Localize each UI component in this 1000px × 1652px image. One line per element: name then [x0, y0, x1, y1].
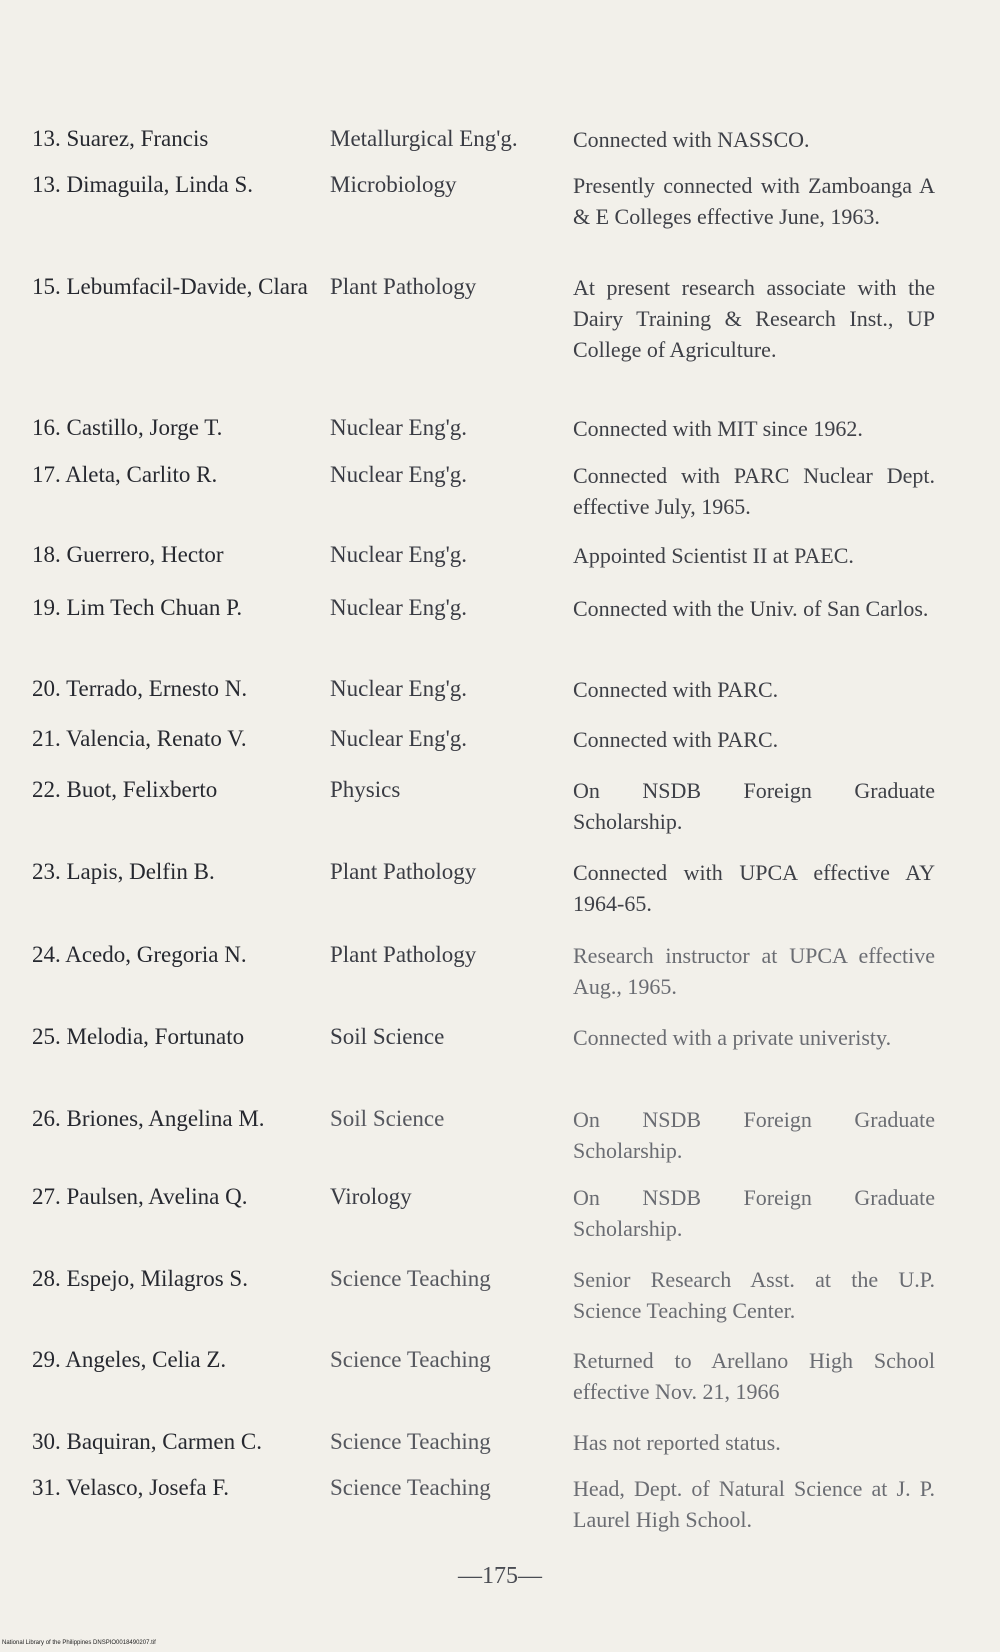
status-note: Has not reported status.: [573, 1430, 781, 1455]
status-note: Connected with PARC Nuclear Dept. effective July, 1965.: [573, 463, 935, 519]
person-name: 25. Melodia, Fortunato: [32, 1024, 245, 1049]
status-note: At present research associate with the Dairy Training & Research Inst., UP College of Agriculture.: [573, 275, 935, 362]
status-note: Connected with UPCA effective AY 1964-65.: [573, 860, 935, 916]
person-name: 30. Baquiran, Carmen C.: [32, 1429, 262, 1454]
status-note: On NSDB Foreign Graduate Scholarship.: [573, 778, 935, 834]
person-name: 28. Espejo, Milagros S.: [32, 1266, 248, 1291]
person-name: 17. Aleta, Carlito R.: [32, 462, 218, 487]
field-of-study: Nuclear Eng'g.: [330, 462, 467, 487]
status-note: Connected with the Univ. of San Carlos.: [573, 596, 929, 621]
field-of-study: Metallurgical Eng'g.: [330, 126, 518, 151]
status-note: Connected with a private univeristy.: [573, 1025, 892, 1050]
person-name: 31. Velasco, Josefa F.: [32, 1475, 230, 1500]
field-of-study: Nuclear Eng'g.: [330, 415, 467, 440]
status-note: Returned to Arellano High School effective Nov. 21, 1966: [573, 1348, 935, 1404]
person-name: 29. Angeles, Celia Z.: [32, 1347, 227, 1372]
status-note: Presently connected with Zamboanga A & E Colleges effective June, 1963.: [573, 173, 935, 229]
person-name: 24. Acedo, Gregoria N.: [32, 942, 247, 967]
field-of-study: Soil Science: [330, 1106, 445, 1131]
status-note: On NSDB Foreign Graduate Scholarship.: [573, 1185, 935, 1241]
field-of-study: Virology: [330, 1184, 412, 1209]
person-name: 27. Paulsen, Avelina Q.: [32, 1184, 248, 1209]
person-name: 20. Terrado, Ernesto N.: [32, 676, 248, 701]
status-note: Appointed Scientist II at PAEC.: [573, 543, 854, 568]
field-of-study: Nuclear Eng'g.: [330, 542, 467, 567]
status-note: Connected with NASSCO.: [573, 127, 810, 152]
field-of-study: Plant Pathology: [330, 859, 477, 884]
field-of-study: Science Teaching: [330, 1429, 491, 1454]
person-name: 13. Dimaguila, Linda S.: [32, 172, 254, 197]
person-name: 16. Castillo, Jorge T.: [32, 415, 223, 440]
field-of-study: Science Teaching: [330, 1475, 491, 1500]
field-of-study: Microbiology: [330, 172, 457, 197]
field-of-study: Soil Science: [330, 1024, 445, 1049]
person-name: 15. Lebumfacil-Davide, Clara: [32, 274, 308, 299]
status-note: Connected with PARC.: [573, 677, 779, 702]
person-name: 13. Suarez, Francis: [32, 126, 209, 151]
field-of-study: Physics: [330, 777, 401, 802]
field-of-study: Science Teaching: [330, 1266, 491, 1291]
person-name: 21. Valencia, Renato V.: [32, 726, 247, 751]
field-of-study: Nuclear Eng'g.: [330, 595, 467, 620]
person-name: 23. Lapis, Delfin B.: [32, 859, 215, 884]
footer-credit: National Library of the Philippines DNSPIO0018490207.tif: [2, 1640, 156, 1646]
status-note: Head, Dept. of Natural Science at J. P. Laurel High School.: [573, 1476, 935, 1532]
status-note: On NSDB Foreign Graduate Scholarship.: [573, 1107, 935, 1163]
field-of-study: Nuclear Eng'g.: [330, 726, 467, 751]
person-name: 22. Buot, Felixberto: [32, 777, 218, 802]
person-name: 19. Lim Tech Chuan P.: [32, 595, 243, 620]
status-note: Research instructor at UPCA effective Aug., 1965.: [573, 943, 935, 999]
status-note: Connected with PARC.: [573, 727, 779, 752]
field-of-study: Nuclear Eng'g.: [330, 676, 467, 701]
field-of-study: Plant Pathology: [330, 274, 477, 299]
person-name: 18. Guerrero, Hector: [32, 542, 224, 567]
status-note: Connected with MIT since 1962.: [573, 416, 863, 441]
field-of-study: Plant Pathology: [330, 942, 477, 967]
field-of-study: Science Teaching: [330, 1347, 491, 1372]
page-number: —175—: [458, 1563, 542, 1589]
person-name: 26. Briones, Angelina M.: [32, 1106, 265, 1131]
status-note: Senior Research Asst. at the U.P. Science Teaching Center.: [573, 1267, 935, 1323]
